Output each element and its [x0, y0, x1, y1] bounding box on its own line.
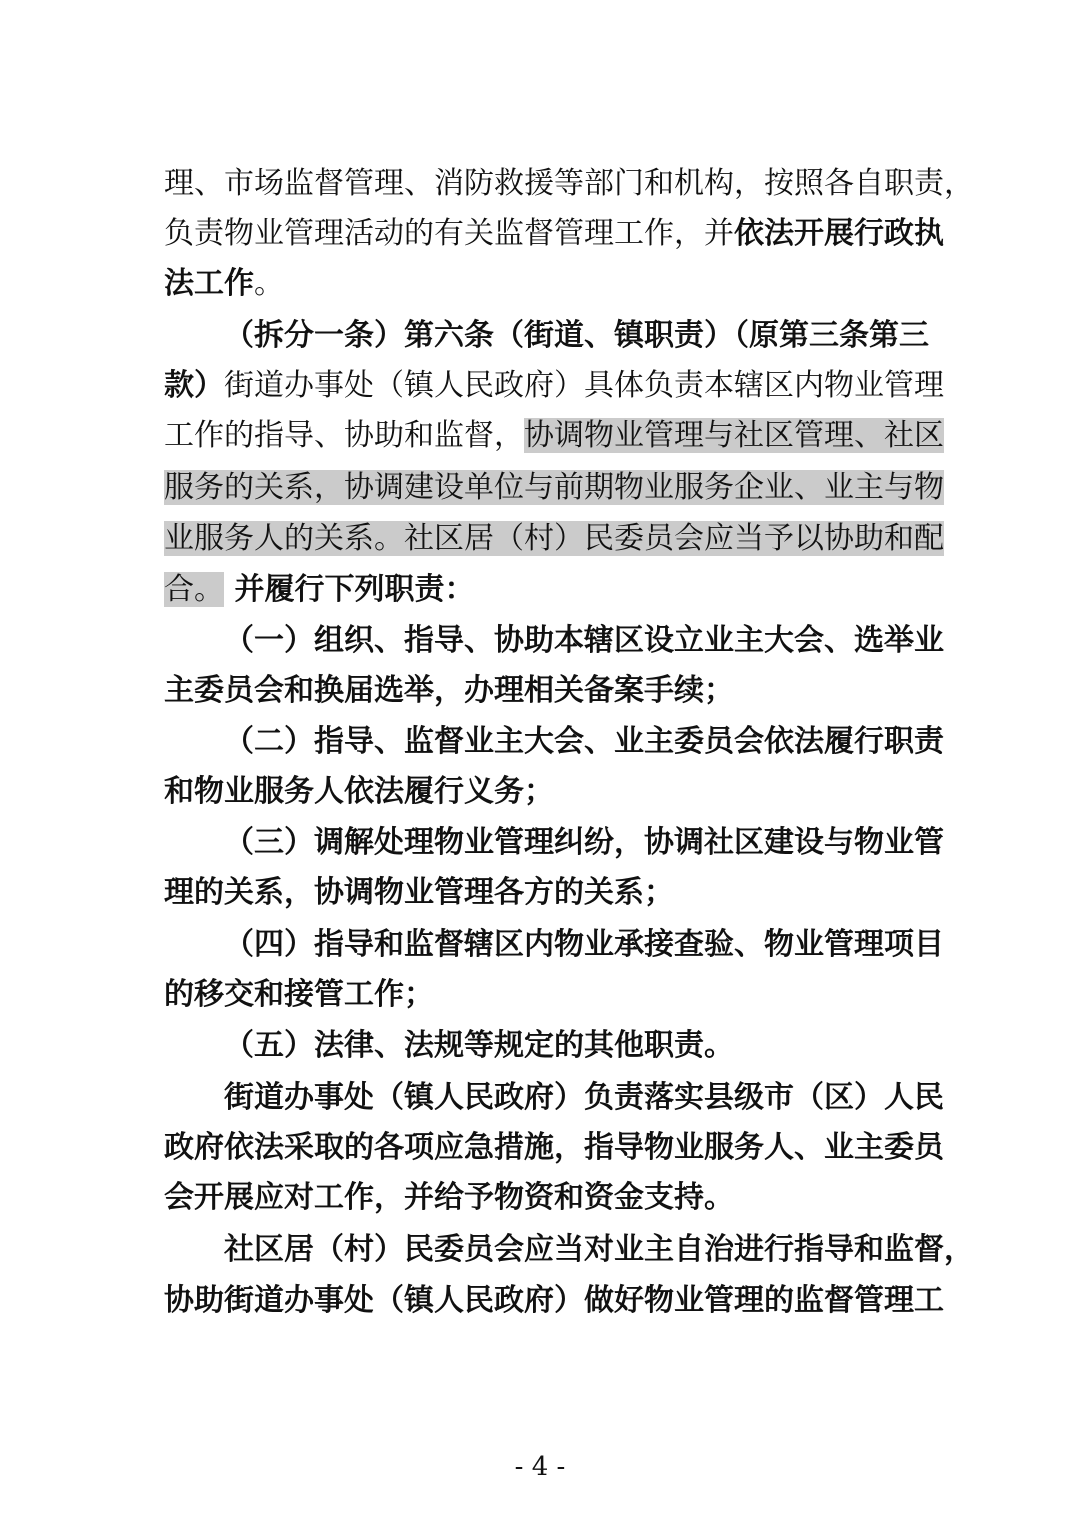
text-segment: 协助街道办事处（镇人民政府）做好物业管理的监督管理工	[164, 1283, 944, 1318]
text-line	[224, 1074, 944, 1122]
text-segment: （拆分一条）第六条（街道、镇职责）（原第三条第三	[224, 318, 929, 353]
highlighted-text: 协调物业管理与社区管理、社区	[524, 418, 944, 453]
text-line	[224, 617, 944, 665]
text-line	[164, 667, 916, 715]
text-segment: （五）法律、法规等规定的其他职责。	[224, 1028, 734, 1063]
text-line	[224, 718, 944, 766]
text-line	[164, 210, 944, 258]
text-line	[224, 312, 929, 360]
text-segment: 主委员会和换届选举，办理相关备案手续；	[164, 673, 734, 708]
text-line	[224, 1022, 916, 1070]
highlighted-text: 服务的关系，协调建设单位与前期物业服务企业、业主与物	[164, 470, 944, 505]
text-segment: 理、市场监督管理、消防救援等部门和机构，按照各自职责，	[164, 166, 974, 201]
text-segment: （四）指导和监督辖区内物业承接查验、物业管理项目	[224, 927, 944, 962]
text-line	[164, 1124, 944, 1172]
text-segment: 。	[254, 266, 284, 301]
text-segment: 和物业服务人依法履行义务；	[164, 774, 554, 809]
text-segment: 社区居（村）民委员会应当对业主自治进行指导和监督，	[224, 1232, 974, 1267]
text-line	[224, 1226, 974, 1274]
text-line	[164, 1174, 916, 1222]
text-segment: 会开展应对工作，并给予物资和资金支持。	[164, 1180, 734, 1215]
text-line	[164, 971, 916, 1019]
text-segment: 款）	[164, 368, 224, 403]
page-number: - 4 -	[514, 1452, 566, 1482]
text-segment: （三）调解处理物业管理纠纷，协调社区建设与物业管	[224, 825, 944, 860]
text-line	[164, 1277, 944, 1325]
text-line	[164, 566, 916, 614]
text-line	[164, 515, 944, 563]
highlighted-text: 业服务人的关系。社区居（村）民委员会应当予以协助和配	[164, 521, 944, 556]
text-segment: 街道办事处（镇人民政府）负责落实县级市（区）人民	[224, 1080, 944, 1115]
text-line	[164, 160, 974, 208]
text-segment: 的移交和接管工作；	[164, 977, 434, 1012]
text-line	[224, 921, 944, 969]
text-line	[164, 464, 944, 512]
text-segment: 负责物业管理活动的有关监督管理工作，并	[164, 216, 734, 251]
text-line	[224, 819, 944, 867]
text-line	[164, 260, 916, 308]
text-line	[164, 362, 944, 410]
text-line	[164, 768, 916, 816]
highlighted-text: 合。	[164, 572, 224, 607]
text-line	[164, 412, 944, 460]
text-segment: 并履行下列职责：	[224, 572, 475, 607]
text-segment: 理的关系，协调物业管理各方的关系；	[164, 875, 674, 910]
text-segment: （一）组织、指导、协助本辖区设立业主大会、选举业	[224, 623, 944, 658]
text-segment: 政府依法采取的各项应急措施，指导物业服务人、业主委员	[164, 1130, 944, 1165]
text-segment: 街道办事处（镇人民政府）具体负责本辖区内物业管理	[224, 368, 944, 403]
text-segment: 依法开展行政执	[734, 216, 944, 251]
text-segment: （二）指导、监督业主大会、业主委员会依法履行职责	[224, 724, 944, 759]
text-segment: 法工作	[164, 266, 254, 301]
text-segment: 工作的指导、协助和监督，	[164, 418, 524, 453]
text-line	[164, 869, 916, 917]
